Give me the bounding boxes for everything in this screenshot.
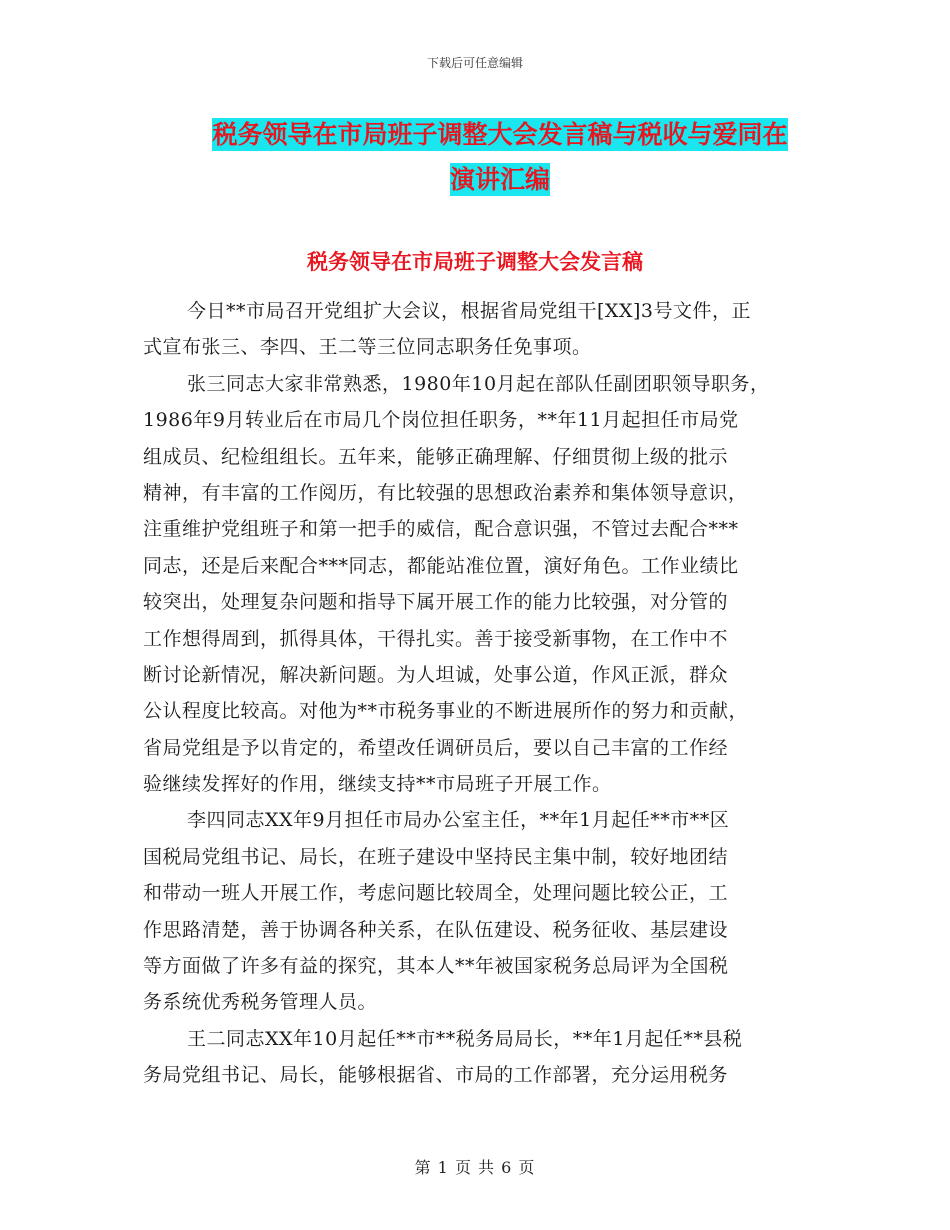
paragraph-line: 作思路清楚，善于协调各种关系，在队伍建设、税务征收、基层建设 xyxy=(143,918,729,941)
paragraph-line: 组成员、纪检组组长。五年来，能够正确理解、仔细贯彻上级的批示 xyxy=(143,445,729,468)
paragraph-line: 务系统优秀税务管理人员。 xyxy=(143,991,378,1014)
paragraph-line: 李四同志XX年9月担任市局办公室主任，**年1月起任**市**区 xyxy=(187,809,730,832)
paragraph-line: 公认程度比较高。对他为**市税务事业的不断进展所作的努力和贡献， xyxy=(143,700,749,723)
paragraph-line: 国税局党组书记、局长，在班子建设中坚持民主集中制，较好地团结 xyxy=(143,845,729,868)
paragraph-line: 同志，还是后来配合***同志，都能站准位置，演好角色。工作业绩比 xyxy=(143,554,739,577)
paragraph-line: 省局党组是予以肯定的，希望改任调研员后，要以自己丰富的工作经 xyxy=(143,736,729,759)
document-title-line-1: 税务领导在市局班子调整大会发言稿与税收与爱同在 xyxy=(212,120,788,149)
paragraph-line: 注重维护党组班子和第一把手的威信，配合意识强，不管过去配合*** xyxy=(143,518,739,541)
paragraph-line: 精神，有丰富的工作阅历，有比较强的思想政治素养和集体领导意识， xyxy=(143,481,748,504)
paragraph-line: 工作想得周到，抓得具体，干得扎实。善于接受新事物，在工作中不 xyxy=(143,627,729,650)
paragraph-line: 今日**市局召开党组扩大会议，根据省局党组干[XX]3号文件，正 xyxy=(187,300,751,322)
page-header: 下载后可任意编辑 xyxy=(426,56,523,70)
document-title-line-2: 演讲汇编 xyxy=(449,165,550,194)
paragraph-line: 较突出，处理复杂问题和指导下属开展工作的能力比较强，对分管的 xyxy=(143,591,729,614)
document-title xyxy=(195,112,805,202)
paragraph-line: 王二同志XX年10月起任**市**税务局局长，**年1月起任**县税 xyxy=(187,1027,743,1050)
paragraph-line: 和带动一班人开展工作，考虑问题比较周全，处理问题比较公正，工 xyxy=(143,882,729,905)
paragraph-line: 等方面做了许多有益的探究，其本人**年被国家税务总局评为全国税 xyxy=(143,955,729,978)
paragraph-line: 断讨论新情况，解决新问题。为人坦诚，处事公道，作风正派，群众 xyxy=(143,663,729,686)
body-text xyxy=(143,293,813,1094)
paragraph-line: 务局党组书记、局长，能够根据省、市局的工作部署，充分运用税务 xyxy=(143,1064,729,1087)
paragraph-line: 1986年9月转业后在市局几个岗位担任职务，**年11月起担任市局党 xyxy=(143,409,739,432)
paragraph-line: 式宣布张三、李四、王二等三位同志职务任免事项。 xyxy=(143,336,592,359)
page-footer: 第 1 页 共 6 页 xyxy=(414,1158,536,1177)
section-title: 税务领导在市局班子调整大会发言稿 xyxy=(307,250,643,274)
paragraph-line: 验继续发挥好的作用，继续支持**市局班子开展工作。 xyxy=(143,773,612,796)
paragraph-line: 张三同志大家非常熟悉，1980年10月起在部队任副团职领导职务， xyxy=(187,372,770,395)
